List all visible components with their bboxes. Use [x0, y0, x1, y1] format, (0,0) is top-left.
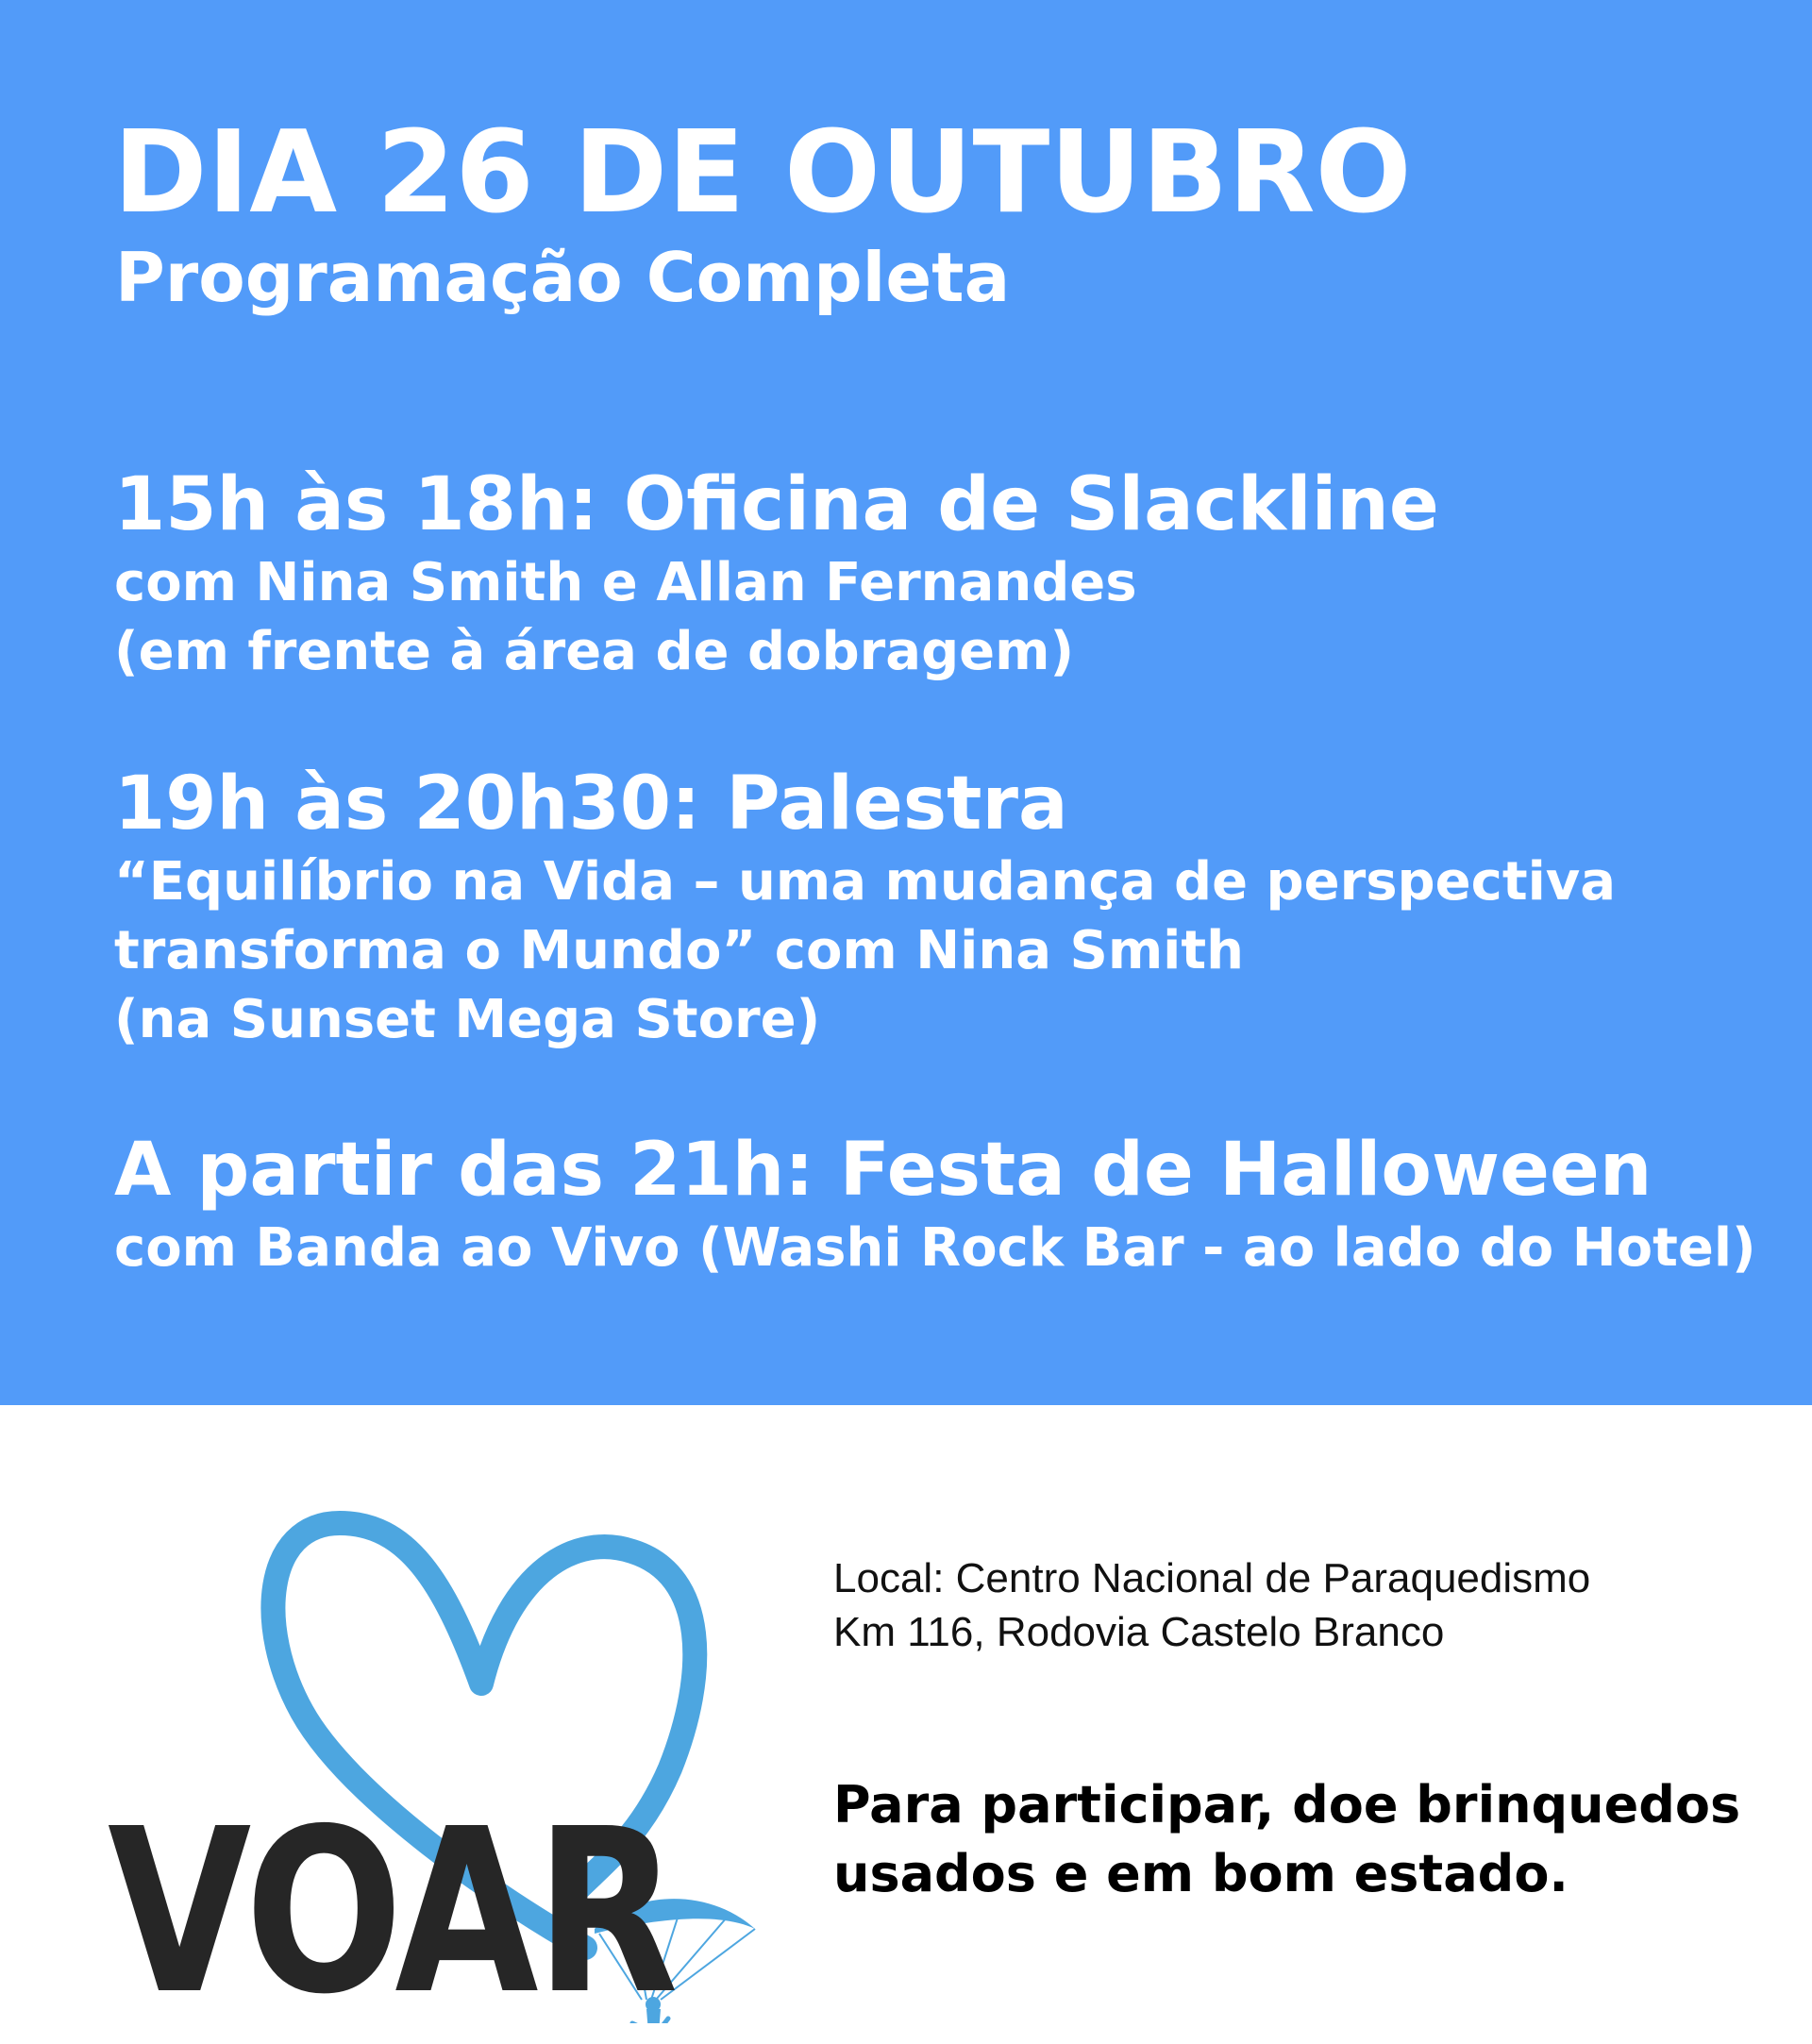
event-detail: (na Sunset Mega Store): [114, 988, 821, 1050]
voar-logo: [104, 1457, 764, 2044]
cta-line: Para participar, doe brinquedos: [833, 1775, 1741, 1835]
schedule-event-palestra: [114, 762, 1616, 1054]
event-detail: com Banda ao Vivo (Washi Rock Bar - ao lado do Hotel): [114, 1216, 1756, 1279]
event-detail: transforma o Mundo” com Nina Smith: [114, 919, 1244, 981]
location-line: Local: Centro Nacional de Paraquedismo: [833, 1555, 1591, 1601]
logo-wordmark: VOAR: [108, 1780, 676, 2044]
event-date-title: DIA 26 DE OUTUBRO: [113, 108, 1412, 239]
event-detail: “Equilíbrio na Vida – uma mudança de perspectiva: [114, 850, 1617, 913]
event-detail: com Nina Smith e Allan Fernandes: [114, 551, 1137, 613]
schedule-event-slackline: [114, 463, 1439, 686]
location-line: Km 116, Rodovia Castelo Branco: [833, 1609, 1445, 1655]
donation-call-to-action: [833, 1770, 1740, 1908]
event-detail: (em frente à área de dobragem): [114, 620, 1075, 682]
schedule-subtitle: Programação Completa: [115, 238, 1011, 317]
event-location: [833, 1551, 1590, 1659]
event-title: A partir das 21h: Festa de Halloween: [114, 1128, 1653, 1213]
event-title: 15h às 18h: Oficina de Slackline: [114, 462, 1439, 547]
schedule-event-halloween: [114, 1129, 1756, 1282]
event-title: 19h às 20h30: Palestra: [114, 762, 1068, 846]
cta-line: usados e em bom estado.: [833, 1844, 1569, 1903]
footer-section: [0, 1405, 1812, 2044]
